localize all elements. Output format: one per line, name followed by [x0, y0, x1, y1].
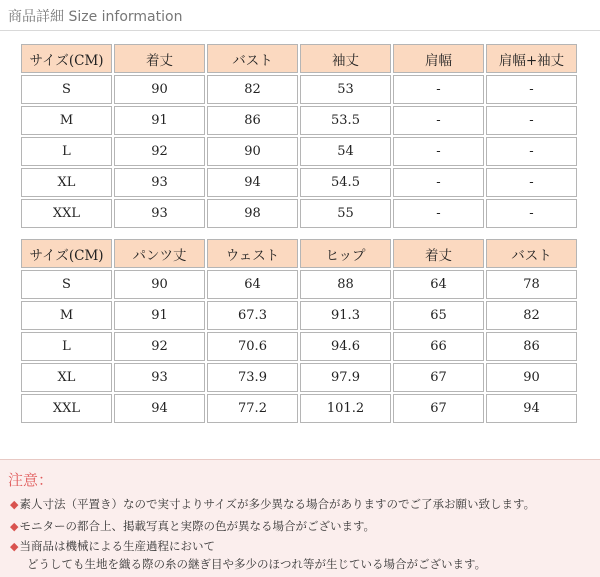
table-cell: 78 [486, 270, 577, 299]
table-cell: 86 [207, 106, 298, 135]
table-cell: XXL [21, 394, 112, 423]
table-header-cell: 肩幅+袖丈 [486, 44, 577, 73]
table-cell: 92 [114, 137, 205, 166]
table-cell: 98 [207, 199, 298, 228]
table-cell: S [21, 75, 112, 104]
table-header-cell: 袖丈 [300, 44, 391, 73]
table-cell: M [21, 301, 112, 330]
table-cell: S [21, 270, 112, 299]
table-cell: 54.5 [300, 168, 391, 197]
table-header-cell: 着丈 [114, 44, 205, 73]
table-cell: 90 [486, 363, 577, 392]
table-cell: M [21, 106, 112, 135]
table-cell: 91 [114, 106, 205, 135]
table-header-cell: ウェスト [207, 239, 298, 268]
table-cell: - [393, 199, 484, 228]
table-cell: 90 [114, 270, 205, 299]
table-row [21, 199, 577, 228]
note-continuation: どうしても生地を織る際の糸の継ぎ目や多少のほつれ等が生じている場合がございます。 [27, 557, 487, 571]
note-text: モニターの都合上、掲載写真と実際の色が異なる場合がございます。 [19, 519, 376, 533]
table-cell: 92 [114, 332, 205, 361]
table-cell: - [393, 106, 484, 135]
table-cell: 64 [393, 270, 484, 299]
note-text: 素人寸法（平置き）なので実寸よりサイズが多少異なる場合がありますのでご了承お願い致します。 [19, 497, 536, 511]
size-table-top [19, 42, 579, 230]
table-row [21, 301, 577, 330]
table-cell: 77.2 [207, 394, 298, 423]
table-cell: 94 [114, 394, 205, 423]
table-cell: XL [21, 363, 112, 392]
note-item [10, 538, 215, 554]
table-row [21, 270, 577, 299]
table-cell: 91 [114, 301, 205, 330]
table-cell: 93 [114, 168, 205, 197]
table-cell: 54 [300, 137, 391, 166]
table-cell: - [393, 137, 484, 166]
table-cell: 66 [393, 332, 484, 361]
table-header-cell: パンツ丈 [114, 239, 205, 268]
table-cell: 90 [207, 137, 298, 166]
table-cell: 82 [207, 75, 298, 104]
table-header-cell: 着丈 [393, 239, 484, 268]
table-cell: - [486, 106, 577, 135]
size-table-bottom [19, 237, 579, 425]
header-divider [0, 30, 600, 31]
table-header-cell: サイズ(CM) [21, 44, 112, 73]
table-cell: 70.6 [207, 332, 298, 361]
table-cell: L [21, 137, 112, 166]
table-row [21, 168, 577, 197]
table-cell: 53.5 [300, 106, 391, 135]
table-cell: 73.9 [207, 363, 298, 392]
table-cell: 94 [486, 394, 577, 423]
table-cell: 67 [393, 363, 484, 392]
table-cell: 64 [207, 270, 298, 299]
table-header-cell: サイズ(CM) [21, 239, 112, 268]
diamond-bullet-icon: ◆ [10, 498, 19, 511]
table-cell: 91.3 [300, 301, 391, 330]
note-item [10, 496, 535, 512]
table-header-cell: ヒップ [300, 239, 391, 268]
note-text: 当商品は機械による生産過程において [19, 539, 215, 553]
table-cell: 67.3 [207, 301, 298, 330]
table-cell: 55 [300, 199, 391, 228]
table-cell: - [486, 168, 577, 197]
table-header-row [21, 239, 577, 268]
table-cell: 88 [300, 270, 391, 299]
table-cell: L [21, 332, 112, 361]
table-cell: - [486, 199, 577, 228]
table-cell: - [486, 137, 577, 166]
table-cell: - [393, 75, 484, 104]
table-cell: 67 [393, 394, 484, 423]
table-cell: 53 [300, 75, 391, 104]
table-header-cell: 肩幅 [393, 44, 484, 73]
table-header-cell: バスト [207, 44, 298, 73]
table-cell: 94.6 [300, 332, 391, 361]
table-row [21, 75, 577, 104]
table-cell: XXL [21, 199, 112, 228]
table-cell: 101.2 [300, 394, 391, 423]
table-cell: 93 [114, 363, 205, 392]
diamond-bullet-icon: ◆ [10, 520, 19, 533]
table-cell: 97.9 [300, 363, 391, 392]
diamond-bullet-icon: ◆ [10, 540, 19, 553]
table-row [21, 363, 577, 392]
notes-title: 注意： [8, 471, 54, 489]
table-row [21, 137, 577, 166]
table-row [21, 106, 577, 135]
table-cell: - [393, 168, 484, 197]
table-cell: 86 [486, 332, 577, 361]
table-row [21, 332, 577, 361]
table-row [21, 394, 577, 423]
table-cell: 90 [114, 75, 205, 104]
table-header-row [21, 44, 577, 73]
note-item [10, 518, 375, 534]
table-cell: - [486, 75, 577, 104]
section-title: 商品詳細 Size information [8, 9, 183, 25]
table-cell: 93 [114, 199, 205, 228]
notes-panel [0, 459, 600, 577]
table-header-cell: バスト [486, 239, 577, 268]
table-cell: 82 [486, 301, 577, 330]
table-cell: 94 [207, 168, 298, 197]
table-cell: XL [21, 168, 112, 197]
table-cell: 65 [393, 301, 484, 330]
